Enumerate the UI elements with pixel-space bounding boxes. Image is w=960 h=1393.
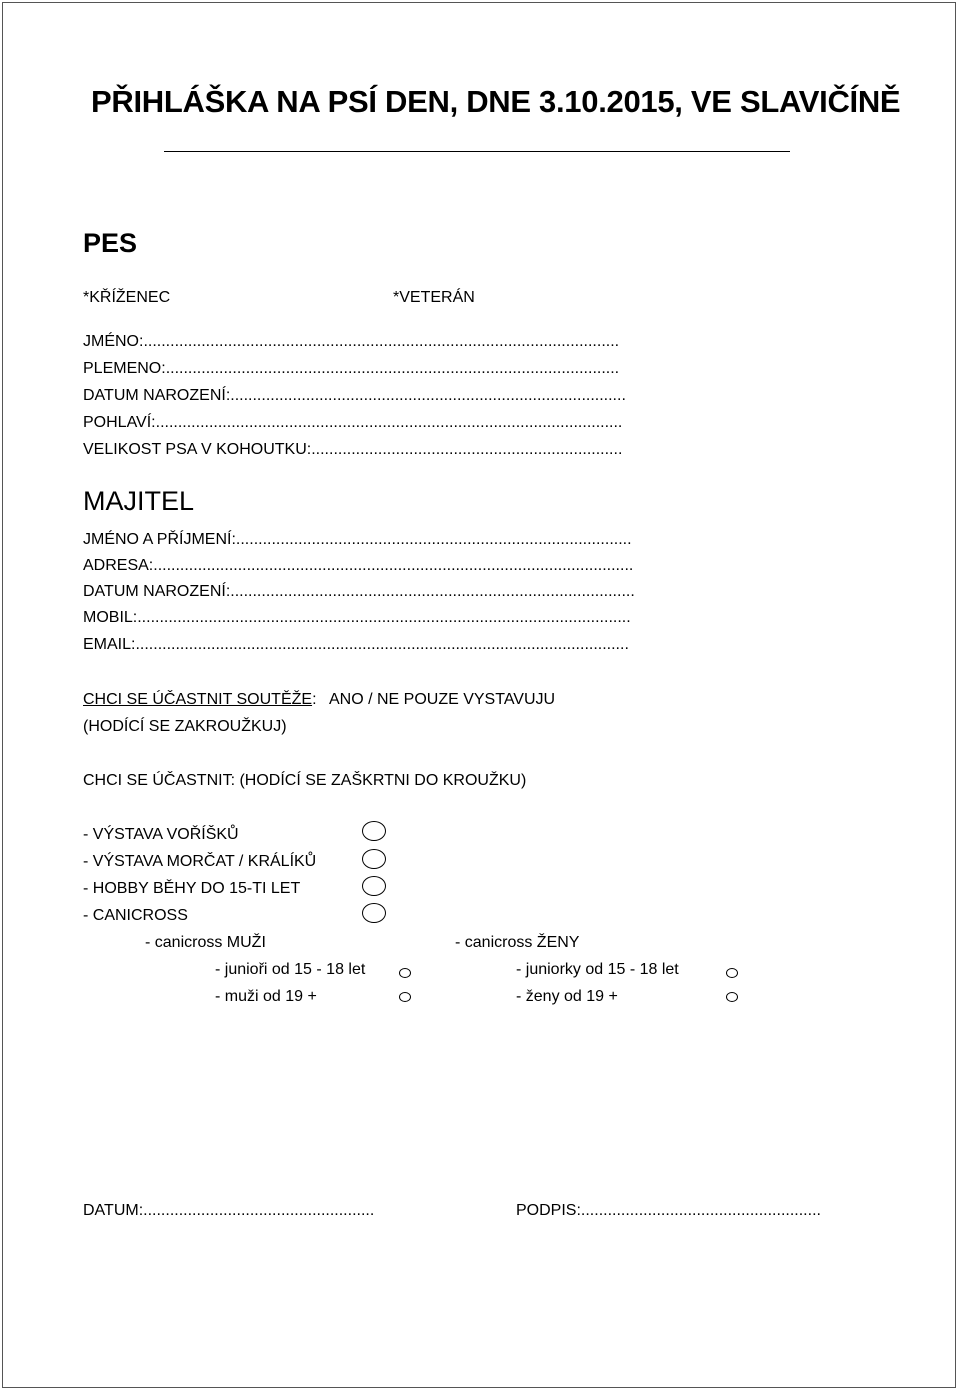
owner-email-field[interactable]: EMAIL:............................................................................................................... — [83, 636, 629, 653]
contest-row — [83, 691, 555, 709]
checkbox-men-juniors-circle[interactable] — [399, 968, 411, 978]
owner-heading: MAJITEL — [83, 486, 195, 516]
checkbox-guinea-rabbit-circle[interactable] — [362, 849, 386, 869]
option-mixed-breed[interactable]: *KŘÍŽENEC — [83, 289, 171, 306]
men-adults-item: - muži od 19 + — [215, 988, 317, 1005]
men-juniors-item: - junioři od 15 - 18 let — [215, 961, 366, 978]
form-title: PŘIHLÁŠKA NA PSÍ DEN, DNE 3.10.2015, VE SLAVIČÍNĚ — [91, 84, 901, 119]
contest-choices[interactable]: ANO / NE POUZE VYSTAVUJU — [328, 691, 556, 708]
checkbox-women-adults-circle[interactable] — [726, 992, 738, 1002]
item-canicross: - CANICROSS — [83, 907, 188, 924]
owner-birthdate-field[interactable]: DATUM NAROZENÍ:........................................................................................... — [83, 583, 635, 600]
checkbox-mixed-show-circle[interactable] — [362, 821, 386, 841]
dog-breed-field[interactable]: PLEMENO:...................................................................................................... — [83, 360, 620, 377]
title-underline — [164, 151, 790, 152]
participate-label: CHCI SE ÚČASTNIT: (HODÍCÍ SE ZAŠKRTNI DO KROUŽKU) — [83, 772, 527, 789]
owner-name-field[interactable]: JMÉNO A PŘÍJMENÍ:......................................................................................... — [83, 531, 632, 548]
dog-heading: PES — [83, 228, 138, 258]
contest-label: CHCI SE ÚČASTNIT SOUTĚŽE — [83, 691, 313, 708]
option-veteran[interactable]: *VETERÁN — [393, 289, 475, 306]
owner-mobile-field[interactable]: MOBIL:............................................................................................................... — [83, 609, 631, 626]
item-hobby-runs: - HOBBY BĚHY DO 15-TI LET — [83, 880, 301, 897]
canicross-women-label: - canicross ŽENY — [455, 934, 580, 951]
dog-name-field[interactable]: JMÉNO:........................................................................................................... — [83, 333, 620, 350]
item-guinea-rabbit-show: - VÝSTAVA MORČAT / KRÁLÍKŮ — [83, 853, 317, 870]
women-adults-item: - ženy od 19 + — [516, 988, 618, 1005]
contest-hint: (HODÍCÍ SE ZAKROUŽKUJ) — [83, 718, 287, 735]
dog-height-field[interactable]: VELIKOST PSA V KOHOUTKU:...................................................................... — [83, 441, 623, 458]
item-mixed-show: - VÝSTAVA VOŘÍŠKŮ — [83, 826, 239, 843]
checkbox-canicross-circle[interactable] — [362, 903, 386, 923]
dog-birthdate-field[interactable]: DATUM NAROZENÍ:......................................................................................... — [83, 387, 626, 404]
women-juniors-item: - juniorky od 15 - 18 let — [516, 961, 679, 978]
checkbox-hobby-runs-circle[interactable] — [362, 876, 386, 896]
owner-address-field[interactable]: ADRESA:............................................................................................................ — [83, 557, 634, 574]
checkbox-men-adults-circle[interactable] — [399, 992, 411, 1002]
canicross-men-label: - canicross MUŽI — [145, 934, 266, 951]
date-field[interactable]: DATUM:.................................................... — [83, 1202, 375, 1219]
contest-colon: : — [312, 691, 317, 708]
dog-sex-field[interactable]: POHLAVÍ:......................................................................................................... — [83, 414, 623, 431]
checkbox-women-juniors-circle[interactable] — [726, 968, 738, 978]
signature-field[interactable]: PODPIS:...................................................... — [516, 1202, 821, 1219]
